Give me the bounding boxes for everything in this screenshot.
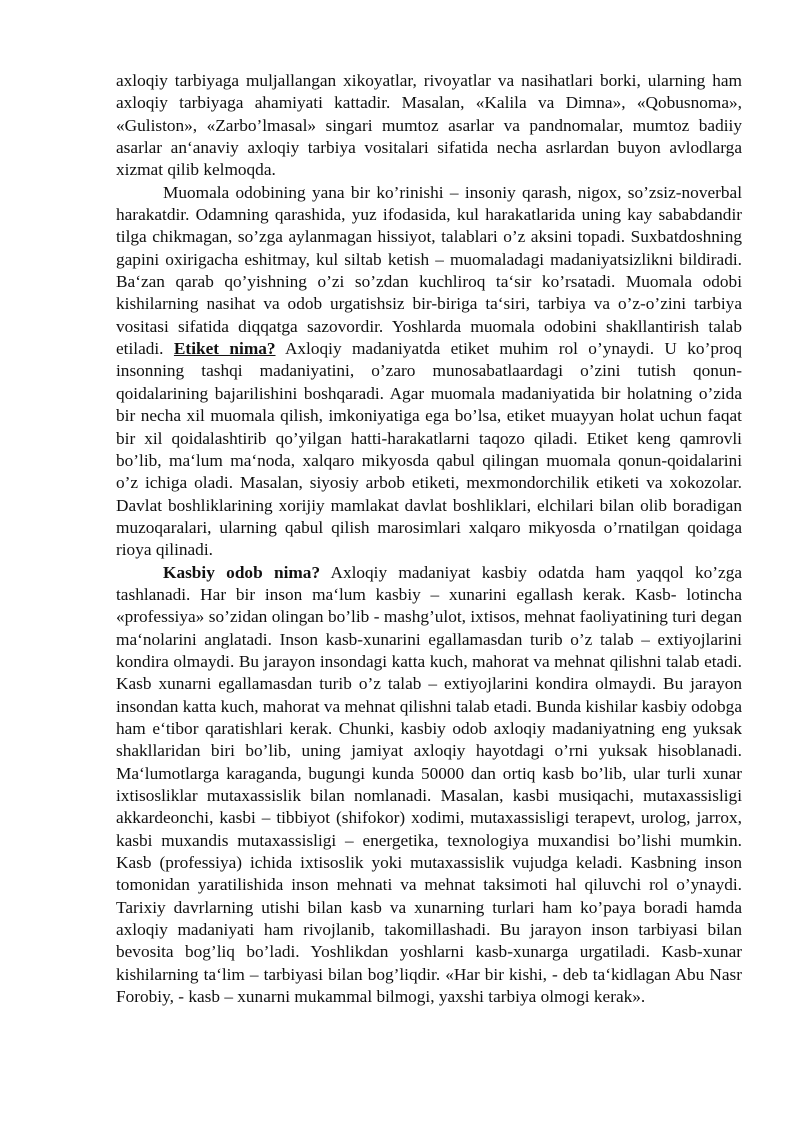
paragraph-2-text: Muomala odobining yana bir ko’rinishi – insoniy qarash, nigox, so’zsiz-noverbal harakatdir. Odamning qarashida, yuz ifodasida, kul harakatlarida uning kay sababdandir tilga chikmagan, so’zga aylanmagan hissiyot, talablari o’z aksini topadi. Suxbatdoshning gapini oxirigacha eshitmay, kul siltab ketish – muomaladagi madaniyatsizlikni bildiradi. Ba‘zan qarab qo’yishning o’zi so’zdan kuchliroq ta‘sir ko’rsatadi. Muomala odobi kishilarning nasihat va odob urgatishsiz bir-biriga ta‘siri, tarbiya va o’z-o’zini tarbiya vositasi sifatida diqqatga sazovordir. Yoshlarda muomala odobini shakllantirish talab etiladi. xyxy=(116,182,742,359)
paragraph-2-rest: Axloqiy madaniyatda etiket muhim rol o’ynaydi. U ko’proq insonning tashqi madaniyatini, o’zaro munosabatlaardagi o’zini tutish qonun-qoidalarining bajarilishini boshqaradi. Agar muomala madaniyatida bir holatning o’zida bir necha xil muomala qilish, imkoniyatiga ega bo’lsa, etiket muayyan holat uchun faqat bir xil qoidalashtirib qo’yilgan hatti-harakatlarni taqozo qiladi. Etiket keng qamrovli bo’lib, ma‘lum ma‘noda, xalqaro mikyosda qabul qilingan muomala qonun-qoidalarini o’z ichiga oladi. Masalan, siyosiy arbob etiketi, mexmondorchilik etiketi va xokozolar. Davlat boshliklarining xorijiy mamlakat davlat boshliklari, elchilari bilan olib boradigan muzoqaralari, ularning qabul qilish marosimlari xalqaro mikyosda o’rnatilgan qoidaga rioya qilinadi. xyxy=(116,339,743,560)
paragraph-3-rest: Axloqiy madaniyat kasbiy odatda ham yaqqol ko’zga tashlanadi. Har bir inson ma‘lum kasbiy – xunarini egallash kerak. Kasb- lotincha «professiya» so’zidan olingan bo’lib - mashg’ulot, ixtisos, mehnat faoliyatining turi degan ma‘nolarini anglatadi. Inson kasb-xunarini egallamasdan turib o’z talab – extiyojlarini kondira olmaydi. Bu jarayon insondagi katta kuch, mahorat va mehnat qilishni talab etadi. Kasb xunarni egallamasdan turib o’z talab – extiyojlarini kondira olmaydi. Bu jarayon insondan katta kuch, mahorat va mehnat qilishni talab etadi. Bunda kishilar kasbiy odobga ham e‘tibor qaratishlari kerak. Chunki, kasbiy odob axloqiy madaniyatning eng yuksak shakllaridan biri bo’lib, uning jamiyat axloqiy hayotdagi o’rni yuksak hisoblanadi. Ma‘lumotlarga karaganda, bugungi kunda 50000 dan ortiq kasb bo’lib, ular turli xunar ixtisosliklar mutaxassislik bilan nomlanadi. Masalan, kasbi musiqachi, mutaxassisligi akkardeonchi, kasbi – tibbiyot (shifokor) xodimi, mutaxassisligi terapevt, urolog, jarrox, kasbi muxandis mutaxassisligi – energetika, texnologiya muxandisi bo’lishi mumkin. Kasb (professiya) ichida ixtisoslik yoki mutaxassislik vujudga keladi. Kasbning inson tomonidan yaratilishida inson mehnati va mehnat taksimoti hal qiluvchi rol o’ynaydi. Tarixiy davrlarning utishi bilan kasb va xunarning turlari ham ko’paya boradi hamda axloqiy madaniyati ham rivojlanib, takomillashadi. Bu jarayon inson tarbiyasi bilan bevosita bog’liq bo’ladi. Yoshlikdan yoshlarni kasb-xunarga urgatiladi. Kasb-xunar kishilarning ta‘lim – tarbiyasi bilan bog’liqdir. «Har bir kishi, - deb ta‘kidlagan Abu Nasr Forobiy, - kasb – xunarni mukammal bilmogi, yaxshi tarbiya olmogi kerak». xyxy=(116,562,742,1007)
document-page xyxy=(116,70,742,1008)
paragraph-1: axloqiy tarbiyaga muljallangan xikoyatlar, rivoyatlar va nasihatlari borki, ularning ham axloqiy tarbiyaga ahamiyati kattadir. Masalan, «Kalila va Dimna», «Qobusnoma», «Guliston», «Zarbo’lmasal» singari mumtoz asarlar va pandnomalar, mumtoz badiiy asarlar an‘anaviy axloqiy tarbiya vositalari sifatida necha asrlardan buyon avlodlarga xizmat qilib kelmoqda. xyxy=(116,71,742,180)
kasbiy-odob-heading: Kasbiy odob nima? xyxy=(163,562,321,582)
paragraph-2 xyxy=(116,182,742,562)
paragraph-3 xyxy=(116,562,742,1009)
etiket-heading: Etiket nima? xyxy=(173,339,276,359)
